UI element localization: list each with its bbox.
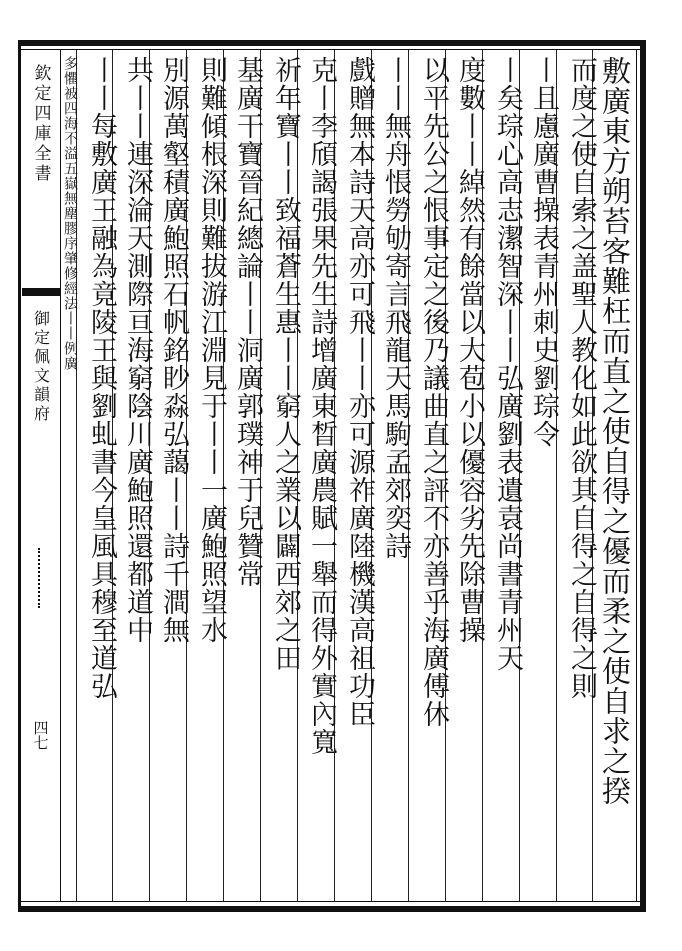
frame-right-inner-rule: [636, 49, 637, 902]
margin-fishtail-mark: [22, 288, 60, 296]
frame-left-border: [18, 40, 21, 912]
text-column-1: 敷廣東方朔苔客難枉而直之使自得之優而柔之使自求之揆: [598, 56, 632, 806]
text-column-11: 基廣干寶晉紀總論丨丨洞廣郭璞神于兒贊常: [232, 56, 263, 588]
text-column-15: 丨丨每敷廣王融為竟陵王與劉虬書今皇風具穆至道弘: [86, 56, 117, 700]
text-column-14: 共丨丨連深淪天測際亘海窮陰川廣鮑照還都道中: [122, 56, 153, 644]
text-column-13: 別源萬壑積廣鮑照石帆銘眇淼弘藹丨丨詩千澗無: [158, 56, 189, 644]
text-column-16: 多懼被四海不溢五嶽無塵膠序肇修經法丨丨例廣: [62, 56, 78, 371]
frame-bottom-inner-rule: [18, 901, 646, 902]
margin-book-title: 欽定四庫全書: [30, 64, 51, 184]
text-column-4: 丨矣琮心高志潔智深丨丨弘廣劉表遺袁尚書青州天: [492, 56, 523, 672]
text-column-9: 克丨李頎謁張果先生詩增廣東晳廣農賦一舉而得外實內寬: [306, 56, 337, 756]
text-column-2: 而度之使自索之盖聖人教化如此欲其自得之自得之則: [566, 56, 597, 700]
frame-bottom-border: [18, 906, 646, 912]
margin-folio-number: 四七: [31, 720, 50, 750]
text-column-7: 丨丨無舟悵勞劬寄言飛龍天馬駒孟郊奕詩: [380, 56, 411, 560]
margin-work-title: 御定佩文韻府: [31, 310, 51, 424]
frame-top-border: [18, 40, 646, 46]
margin-rule: [60, 49, 61, 902]
text-column-12: 則難傾根深則難拔游江淵見于丨丨一廣鮑照望水: [196, 56, 227, 644]
text-column-10: 祈年寶丨丨致福蒼生惠丨丨窮人之業以闢西郊之田: [270, 56, 301, 672]
margin-dashes: [38, 548, 46, 608]
text-column-3: 丨且慮廣曹操表青州刺史劉琮令: [528, 56, 559, 448]
text-column-8: 戲贈無本詩天高亦可飛丨丨亦可源祚廣陸機漢高祖功臣: [344, 56, 375, 728]
text-column-6: 以平先公之恨事定之後乃議曲直之評不亦善乎海廣傅休: [418, 56, 449, 728]
frame-right-border: [640, 40, 646, 912]
text-column-5: 度數丨丨綽然有餘當以大苞小以優容劣先除曹操: [454, 56, 485, 644]
